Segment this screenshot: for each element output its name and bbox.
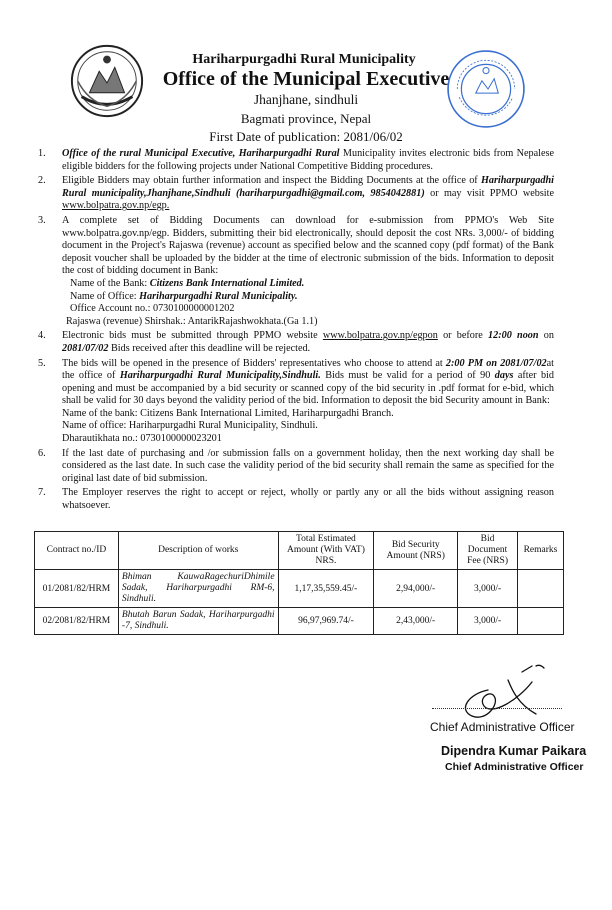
item-bold: 2081/07/02	[62, 342, 109, 354]
item-text: on	[538, 330, 554, 342]
item-bold: 12:00 noon	[488, 330, 539, 342]
bid-document-fee: 3,000/-	[458, 570, 518, 608]
bank-detail: Name of the Bank: Citizens Bank International Limited.	[70, 277, 305, 289]
list-item	[30, 330, 554, 355]
handwritten-signature-icon	[448, 660, 558, 722]
item-text: Bids received after this deadline will be rejected.	[108, 342, 311, 354]
item-text: Eligible Bidders may obtain further information and inspect the Bidding Documents at the office of	[62, 175, 481, 187]
item-text: The bids will be opened in the presence of Bidders' representatives who choose to attend at	[62, 357, 446, 369]
list-item	[30, 148, 554, 173]
item-number: 4.	[38, 330, 46, 342]
item-text: A complete set of Bidding Documents can download for e-submission from PPMO's Web Site www.bolpatra.gov.np/egp. Bidders, submitting their bid electronically, should deposit the cost NRs. 3,000/- of bidding document in the Project's Rajaswa (revenue) account as specified below and the scanned copy (pdf format) of the Bank deposit voucher shall be uploaded by the bidder at the time of electronic submission of the bids. Information to deposit the cost of bidding document in Bank:	[62, 214, 554, 277]
account-detail: Office Account no.: 0730100000001202	[70, 303, 235, 315]
item-bold: Hariharpurgadhi Rural Municipality,Sindhuli.	[119, 370, 321, 382]
item-bold: days	[494, 370, 514, 382]
municipality-name: Hariharpurgadhi Rural Municipality	[192, 52, 416, 67]
column-header: Contract no./ID	[35, 532, 119, 570]
signatory-role: Chief Administrative Officer	[445, 761, 584, 773]
signatory-name: Dipendra Kumar Paikara	[441, 744, 587, 758]
works-table	[34, 531, 564, 635]
address-line-1: Jhanjhane, sindhuli	[253, 92, 359, 107]
item-text: or before	[437, 330, 489, 342]
list-item	[30, 358, 554, 446]
notice-body	[30, 148, 554, 515]
publication-date: First Date of publication: 2081/06/02	[209, 129, 403, 144]
notice-header	[0, 0, 612, 150]
item-number: 5.	[38, 357, 46, 369]
list-item	[30, 175, 554, 213]
column-header: Bid Document Fee (NRS)	[458, 532, 518, 570]
rajaswa-detail: Rajaswa (revenue) Shirshak.: AntarikRajashwokhata.(Ga 1.1)	[66, 315, 318, 327]
estimated-amount: 1,17,35,559.45/-	[278, 570, 374, 608]
signature-line	[432, 708, 562, 709]
column-header: Bid Security Amount (NRS)	[374, 532, 458, 570]
item-text: or may visit PPMO website	[424, 187, 554, 199]
item-number: 2.	[38, 175, 46, 187]
account-detail: Dharautikhata no.: 0730100000023201	[62, 433, 222, 445]
item-number: 3.	[38, 214, 46, 226]
column-header: Remarks	[517, 532, 563, 570]
item-bold: 2:00 PM on 2081/07/02	[445, 357, 547, 369]
office-detail: Name of office: Hariharpurgadhi Rural Municipality, Sindhuli.	[62, 420, 318, 432]
work-description: Bhutah Barun Sadak, Hariharpurgadhi -7, Sindhuli.	[118, 608, 278, 635]
list-item	[30, 448, 554, 486]
column-header: Total Estimated Amount (With VAT) NRS.	[278, 532, 374, 570]
item-bold: Hariharpurgadhi Rural municipality,Jhanjhane,Sindhuli (hariharpurgadhi@gmail.com, 9854042881)	[62, 175, 554, 199]
signatory-title: Chief Administrative Officer	[430, 720, 575, 734]
table-row	[35, 608, 564, 635]
ppmo-link[interactable]: www.bolpatra.gov.np/egpon	[322, 330, 438, 342]
item-text: Bids must be valid for a period of 90	[320, 370, 495, 382]
remarks	[517, 570, 563, 608]
table-header-row	[35, 532, 564, 570]
item-number: 1.	[38, 148, 46, 159]
address-line-2: Bagmati province, Nepal	[240, 111, 372, 126]
item-number: 7.	[38, 487, 46, 499]
item-text: Municipality invites electronic bids from Nepalese eligible bidders for the following projects under National Competitive Bidding procedures.	[62, 148, 555, 172]
bid-security: 2,43,000/-	[374, 608, 458, 635]
office-detail: Name of Office: Hariharpurgadhi Rural Municipality.	[70, 290, 298, 302]
bank-detail: Name of the bank: Citizens Bank International Limited, Hariharpurgadhi Branch.	[62, 407, 394, 419]
column-header: Description of works	[118, 532, 278, 570]
item-text: after bid opening and must be accompanied by a bid security or scanned copy of the bid security in .pdf format for e-bid, which shall be valid for 30 days beyond the validity period of the bid. Information to deposit the bid Security amount in Bank:	[62, 370, 554, 407]
office-title: Office of the Municipal Executive	[162, 68, 450, 90]
list-item	[30, 487, 554, 512]
bid-security: 2,94,000/-	[374, 570, 458, 608]
item-text: Electronic bids must be submitted through PPMO website	[62, 330, 323, 342]
estimated-amount: 96,97,969.74/-	[278, 608, 374, 635]
remarks	[517, 608, 563, 635]
ppmo-link[interactable]: www.bolpatra.gov.np/egp.	[62, 200, 170, 212]
item-number: 6.	[38, 447, 46, 459]
bid-document-fee: 3,000/-	[458, 608, 518, 635]
contract-id: 01/2081/82/HRM	[35, 570, 119, 608]
office-seal-icon	[445, 48, 527, 130]
item-text: If the last date of purchasing and /or submission falls on a government holiday, then the next working day shall be considered as the last date. In such case the validity period of the bid security shall remain the same as specified for the original last date of bid submission.	[62, 447, 554, 484]
list-item	[30, 215, 554, 328]
item-text: at the office of	[62, 357, 554, 382]
item-bold: Office of the rural Municipal Executive, Hariharpurgadhi Rural	[62, 148, 340, 159]
table-row	[35, 570, 564, 608]
work-description: Bhiman KauwaRagechuriDhimile Sadak, Hariharpurgadhi RM-6, Sindhuli.	[118, 570, 278, 608]
item-text: The Employer reserves the right to accept or reject, wholly or partly any or all the bids without assigning reason whatsoever.	[62, 487, 554, 512]
contract-id: 02/2081/82/HRM	[35, 608, 119, 635]
